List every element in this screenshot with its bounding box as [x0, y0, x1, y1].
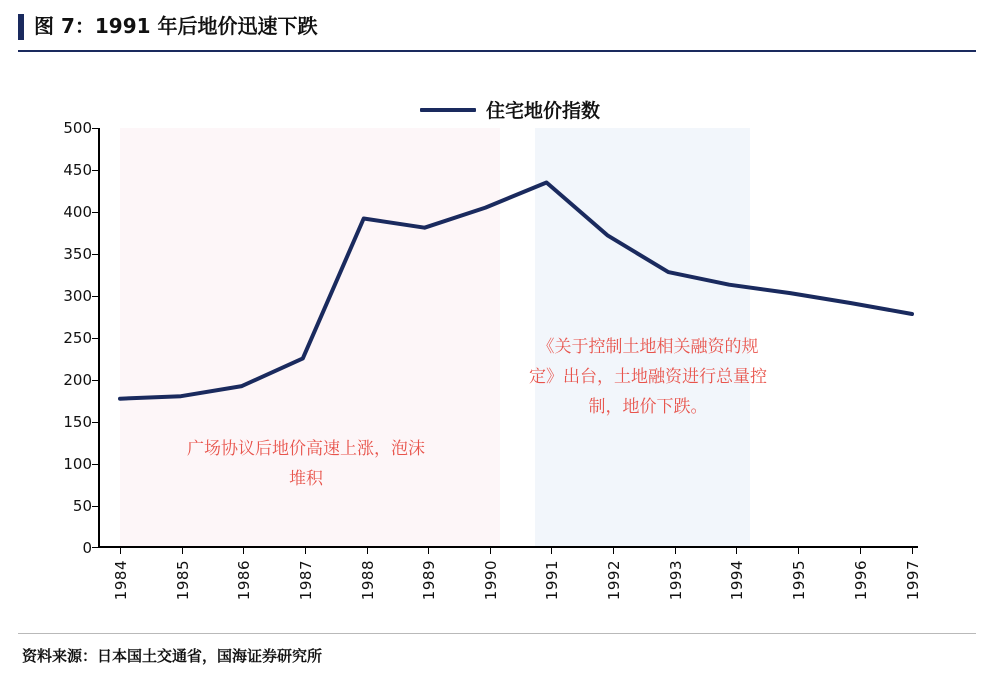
- x-tick-label: 1986: [235, 560, 253, 601]
- footer-divider: [18, 633, 976, 634]
- x-tick-label: 1992: [605, 560, 623, 601]
- y-tick-label: 350: [63, 245, 92, 263]
- series-住宅地价指数: [120, 183, 912, 399]
- annotation-bubble-growth: 广场协议后地价高速上涨，泡沫堆积: [187, 439, 425, 489]
- page-title: 图 7：1991 年后地价迅速下跌: [34, 14, 318, 38]
- x-tick-label: 1991: [543, 560, 561, 601]
- x-tick-label: 1995: [790, 560, 808, 601]
- y-tick-label: 250: [63, 329, 92, 347]
- source-note: 资料来源：日本国土交通省，国海证券研究所: [22, 647, 323, 665]
- x-tick-label: 1996: [852, 560, 870, 601]
- x-tick-label: 1984: [112, 560, 130, 601]
- x-tick-label: 1993: [667, 560, 685, 601]
- y-tick-label: 150: [63, 413, 92, 431]
- x-tick-label: 1988: [359, 560, 377, 601]
- y-tick-label: 200: [63, 371, 92, 389]
- legend-label: 住宅地价指数: [486, 100, 601, 122]
- x-tick-label: 1985: [174, 560, 192, 601]
- legend-swatch-line: [420, 108, 476, 112]
- y-tick-label: 500: [63, 119, 92, 137]
- y-tick-label: 50: [72, 497, 92, 515]
- x-tick-label: 1990: [482, 560, 500, 601]
- y-tick-label: 0: [82, 539, 92, 557]
- x-tick-label: 1989: [420, 560, 438, 601]
- y-tick-label: 400: [63, 203, 92, 221]
- y-tick-label: 300: [63, 287, 92, 305]
- chart-legend: [420, 96, 600, 123]
- x-tick-label: 1997: [904, 560, 922, 601]
- y-tick-label: 100: [63, 455, 92, 473]
- x-tick-label: 1994: [728, 560, 746, 601]
- annotation-regulation: 《关于控制土地相关融资的规定》出台，土地融资进行总量控制，地价下跌。: [529, 337, 767, 417]
- y-tick-label: 450: [63, 161, 92, 179]
- x-tick-label: 1987: [297, 560, 315, 601]
